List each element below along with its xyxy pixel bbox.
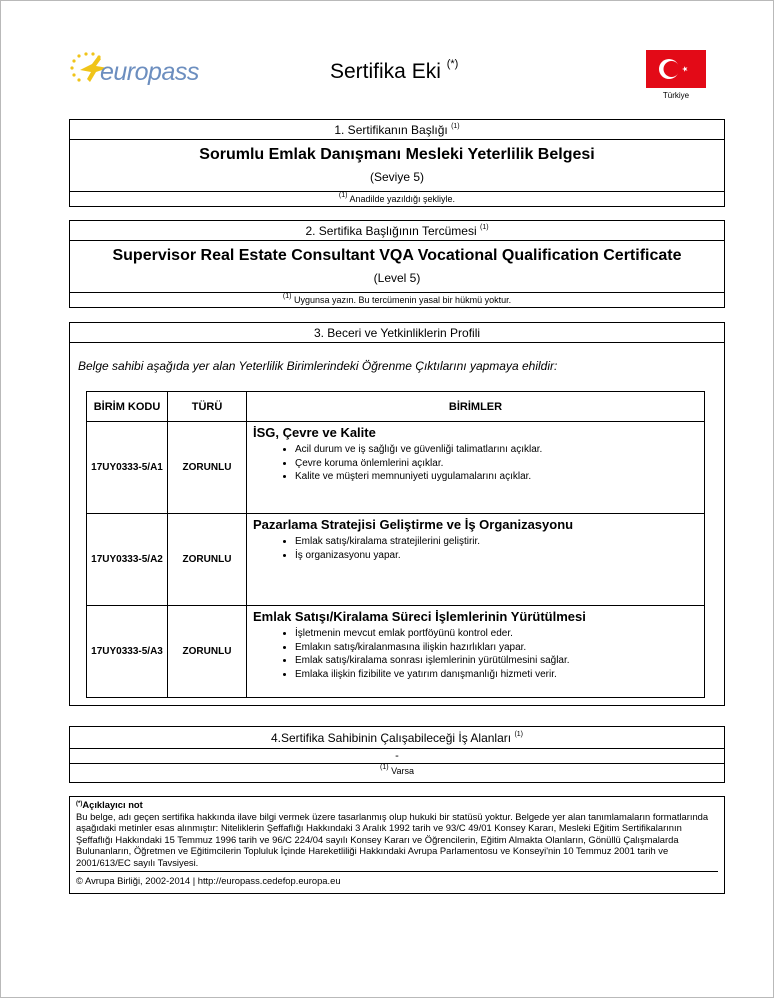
section-note: $^{(1)}$ Varsa	[380, 764, 414, 776]
table-row	[87, 514, 705, 606]
section-heading: 2. Sertifika Başlığının Tercümesi $^{(1)}$	[70, 221, 724, 241]
unit-code: 17UY0333-5/A3	[87, 606, 168, 698]
list-item: • Emlak satış/kiralama stratejilerini geliştirir.	[295, 535, 696, 549]
unit-title: İSG, Çevre ve Kalite	[253, 425, 376, 440]
unit-type: ZORUNLU	[168, 606, 247, 698]
unit-cell	[247, 606, 705, 698]
section-skills-profile	[69, 322, 725, 706]
list-item: • Acil durum ve iş sağlığı ve güvenliği talimatlarını açıklar.	[295, 443, 696, 457]
certificate-level: (Seviye 5)	[369, 170, 425, 184]
country-label: Türkiye	[662, 91, 690, 100]
unit-type: ZORUNLU	[168, 514, 247, 606]
work-areas-value: -	[70, 749, 724, 764]
table-row	[87, 606, 705, 698]
certificate-title: Sorumlu Emlak Danışmanı Mesleki Yeterlilik Belgesi	[199, 146, 595, 163]
outcome-list	[253, 443, 696, 484]
outcome-list	[253, 627, 696, 681]
explanatory-note-title: (*)Açıklayıcı not	[76, 799, 143, 810]
table-header-row	[87, 392, 705, 422]
units-table	[86, 391, 705, 698]
list-item: • İşletmenin mevcut emlak portföyünü kontrol eder.	[295, 627, 696, 641]
turkey-flag-icon	[646, 50, 706, 88]
list-item: • Çevre koruma önlemlerini açıklar.	[295, 457, 696, 471]
column-header-type: TÜRÜ	[168, 392, 247, 422]
column-header-units: BİRİMLER	[247, 392, 705, 422]
section-title-translation	[69, 220, 725, 308]
section-certificate-title	[69, 119, 725, 207]
column-header-code: BİRİM KODU	[87, 392, 168, 422]
header	[0, 0, 776, 110]
translated-level: (Level 5)	[373, 271, 421, 285]
list-item: • Emlak satış/kiralama sonrası işlemlerinin yürütülmesini sağlar.	[295, 654, 696, 668]
outcome-list	[253, 535, 696, 562]
page-title: Sertifika Eki (*)	[330, 58, 459, 83]
unit-title: Pazarlama Stratejisi Geliştirme ve İş Organizasyonu	[253, 517, 574, 532]
skills-intro: Belge sahibi aşağıda yer alan Yeterlilik Birimlerindeki Öğrenme Çıktılarını yapmaya ehildir:	[78, 359, 558, 373]
table-row	[87, 422, 705, 514]
unit-type: ZORUNLU	[168, 422, 247, 514]
section-heading: 4.Sertifika Sahibinin Çalışabileceği İş Alanları $^{(1)}$	[70, 727, 724, 749]
list-item: • Emlakın satış/kiralanmasına ilişkin hazırlıkları yapar.	[295, 641, 696, 655]
list-item: • İş organizasyonu yapar.	[295, 549, 696, 563]
explanatory-note-text: Bu belge, adı geçen sertifika hakkında ilave bilgi vermek üzere tasarlanmış olup hukuki bir statüsü yoktur. Belgede yer alan tanımlamaların formatlarında aşağıdaki metinler esas alınmıştır: Niteliklerin Şeffaflığı Hakkındaki 3 Aralık 1992 tarih ve 93/C 49/01 Konsey Kararı, Mesleki Eğitim Sertifikalarının Şeffaflığı Hakkındaki 15 Temmuz 1996 tarih ve 96/C 224/04 sayılı Konsey Kararı ve Öğrencilerin, Eğitim Almakta Olanların, Gönüllü Çalışmalarda Bulunanların, Öğretmen ve Eğitimcilerin Topluluk İçinde Hareketliliği Hakkındaki Avrupa Parlamentosu ve Konseyi'nin 10 Temmuz 2001 tarih ve 2001/613/EC sayılı Tavsiyesi.	[76, 810, 709, 868]
translated-title: Supervisor Real Estate Consultant VQA Vocational Qualification Certificate	[112, 247, 682, 264]
explanatory-note	[69, 796, 725, 894]
section-note: $^{(1)}$ Uygunsa yazın. Bu tercümenin yasal bir hükmü yoktur.	[282, 293, 512, 305]
logo-text: europass	[100, 58, 199, 86]
copyright-line: © Avrupa Birliği, 2002-2014 | http://europass.cedefop.europa.eu	[76, 871, 718, 887]
translated-title-area	[70, 241, 724, 293]
unit-code: 17UY0333-5/A2	[87, 514, 168, 606]
section-heading: 3. Beceri ve Yetkinliklerin Profili	[70, 323, 724, 343]
list-item: • Kalite ve müşteri memnuniyeti uygulamalarını açıklar.	[295, 470, 696, 484]
unit-cell	[247, 514, 705, 606]
section-work-areas	[69, 726, 725, 783]
unit-code: 17UY0333-5/A1	[87, 422, 168, 514]
section-heading: 1. Sertifikanın Başlığı $^{(1)}$	[70, 120, 724, 140]
unit-cell	[247, 422, 705, 514]
certificate-title-area	[70, 140, 724, 192]
list-item: • Emlaka ilişkin fizibilite ve yatırım danışmanlığı hizmeti verir.	[295, 668, 696, 682]
unit-title: Emlak Satışı/Kiralama Süreci İşlemlerinin Yürütülmesi	[253, 609, 586, 624]
section-note: $^{(1)}$ Anadilde yazıldığı şekliyle.	[338, 192, 456, 204]
